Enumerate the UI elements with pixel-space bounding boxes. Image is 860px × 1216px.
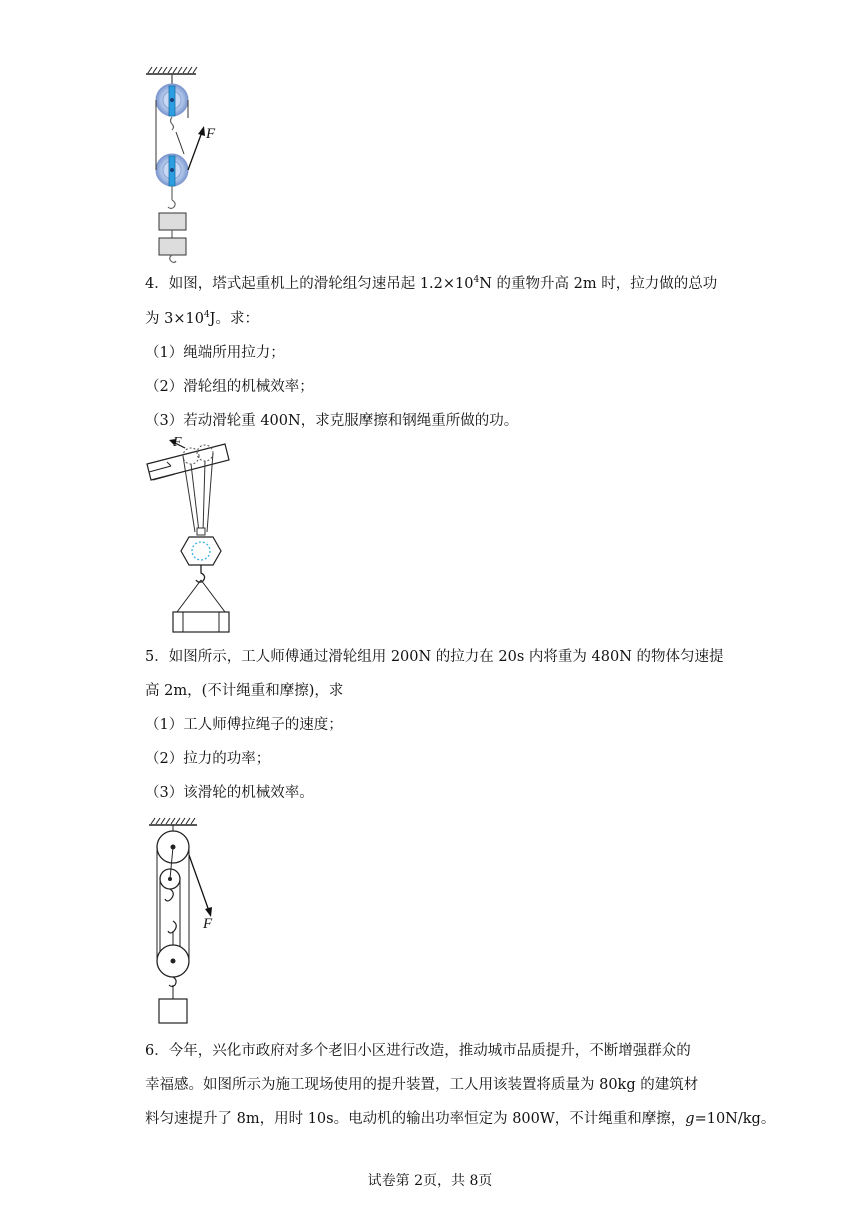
figure-crane-pulley	[143, 434, 243, 636]
q5-part-1: （1）工人师傅拉绳子的速度；	[145, 717, 343, 733]
force-label-f: F	[203, 916, 213, 932]
figure-pulley-block	[145, 815, 235, 1027]
q4-part-2: （2）滑轮组的机械效率；	[145, 379, 314, 395]
q6-line-2: 幸福感。如图所示为施工现场使用的提升装置，工人用该装置将质量为 80kg 的建筑材	[145, 1077, 699, 1093]
q5-line-1: 5．如图所示，工人师傅通过滑轮组用 200N 的拉力在 20s 内将重为 480N 的物体匀速提	[145, 649, 724, 665]
page-footer: 试卷第 2页，共 8页	[367, 1173, 493, 1189]
q4-part-1: （1）绳端所用拉力；	[145, 345, 285, 361]
force-label-f: F	[206, 126, 216, 142]
q4-line-1: 4．如图，塔式起重机上的滑轮组匀速吊起 $1.2\times 10^4N$ 的重物升高 2m 时，拉力做的总功	[145, 275, 718, 292]
q4-part-3: （3）若动滑轮重 400N，求克服摩擦和钢绳重所做的功。	[145, 413, 519, 429]
q5-line-2: 高 2m，(不计绳重和摩擦)，求	[145, 683, 344, 699]
q5-part-3: （3）该滑轮的机械效率。	[145, 785, 314, 801]
q5-part-2: （2）拉力的功率；	[145, 751, 271, 767]
q6-line-1: 6．今年，兴化市政府对多个老旧小区进行改造，推动城市品质提升，不断增强群众的	[145, 1043, 691, 1059]
force-label-f: F	[173, 435, 182, 450]
q4-line-2: 为 $3\times 10^4J$。求：	[145, 310, 259, 327]
figure-pulley-blue	[140, 62, 230, 267]
q6-line-3: 料匀速提升了 8m，用时 10s。电动机的输出功率恒定为 800W，不计绳重和摩擦，g=10N/kg。	[145, 1111, 776, 1127]
